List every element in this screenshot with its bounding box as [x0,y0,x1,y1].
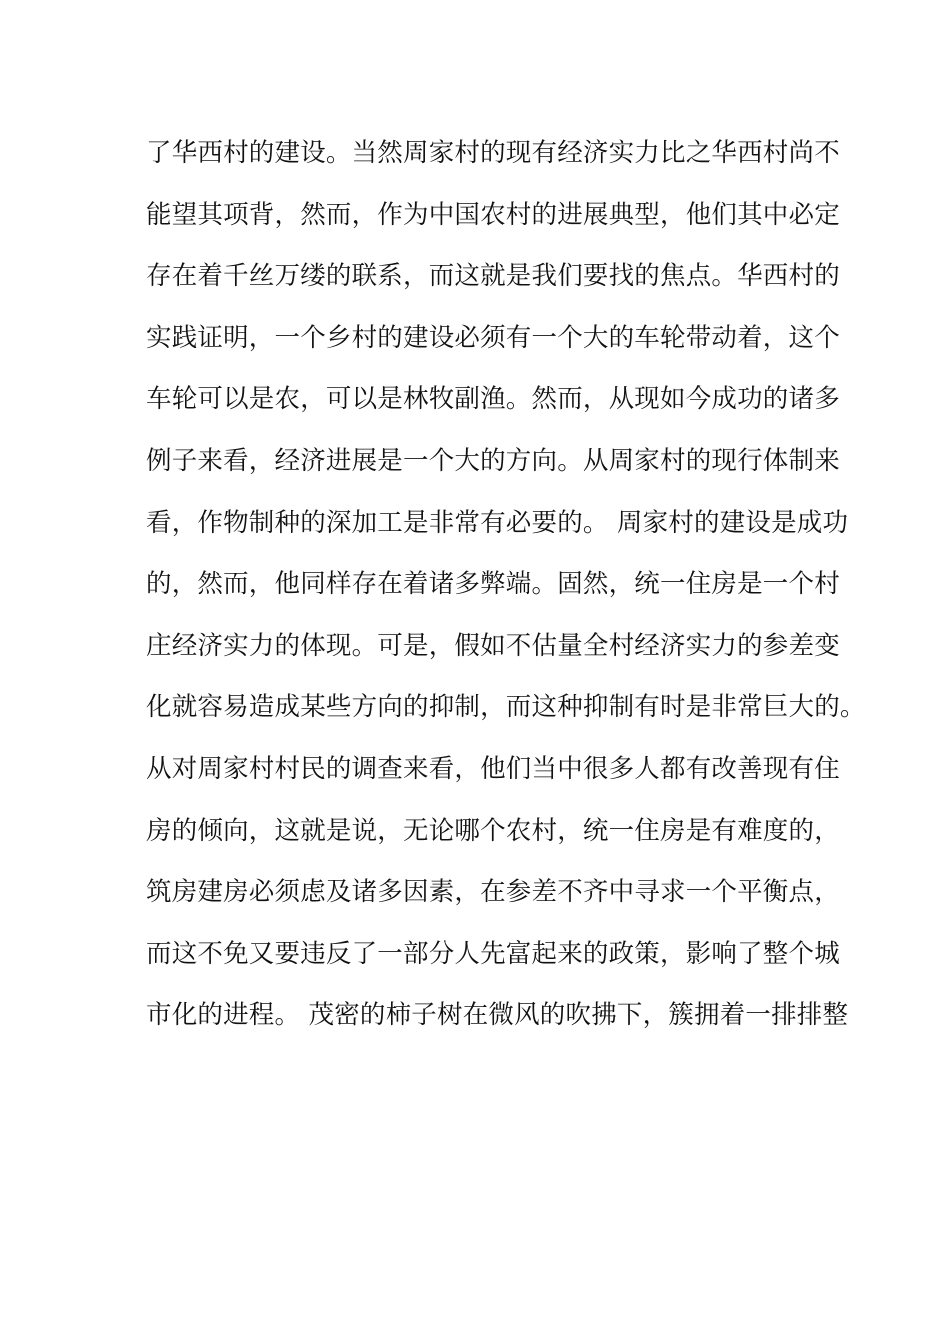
body-text [146,131,866,1055]
text-line: 了华西村的建设。当然周家村的现有经济实力比之华西村尚不 [146,138,840,168]
text-line: 市化的进程。 茂密的柿子树在微风的吹拂下，簇拥着一排排整 [146,1000,849,1031]
text-line: 的，然而，他同样存在着诸多弊端。固然，统一住房是一个村 [146,569,840,600]
text-line: 从对周家村村民的调查来看，他们当中很多人都有改善现有住 [146,753,840,784]
text-line: 化就容易造成某些方向的抑制，而这种抑制有时是非常巨大的。 [146,692,866,723]
text-line: 看，作物制种的深加工是非常有必要的。 周家村的建设是成功 [146,507,849,538]
text-line: 房的倾向，这就是说，无论哪个农村，统一住房是有难度的， [146,815,840,846]
text-line: 庄经济实力的体现。可是，假如不估量全村经济实力的参差变 [146,630,840,661]
text-line: 例子来看，经济进展是一个大的方向。从周家村的现行体制来 [146,445,840,476]
text-line: 能望其项背，然而，作为中国农村的进展典型，他们其中必定 [146,199,840,230]
text-line: 车轮可以是农，可以是林牧副渔。然而，从现如今成功的诸多 [146,384,840,415]
text-line: 筑房建房必须虑及诸多因素，在参差不齐中寻求一个平衡点， [146,877,840,908]
text-line: 实践证明，一个乡村的建设必须有一个大的车轮带动着，这个 [146,322,840,353]
text-line: 而这不免又要违反了一部分人先富起来的政策，影响了整个城 [146,938,840,969]
text-line: 存在着千丝万缕的联系，而这就是我们要找的焦点。华西村的 [146,261,840,292]
